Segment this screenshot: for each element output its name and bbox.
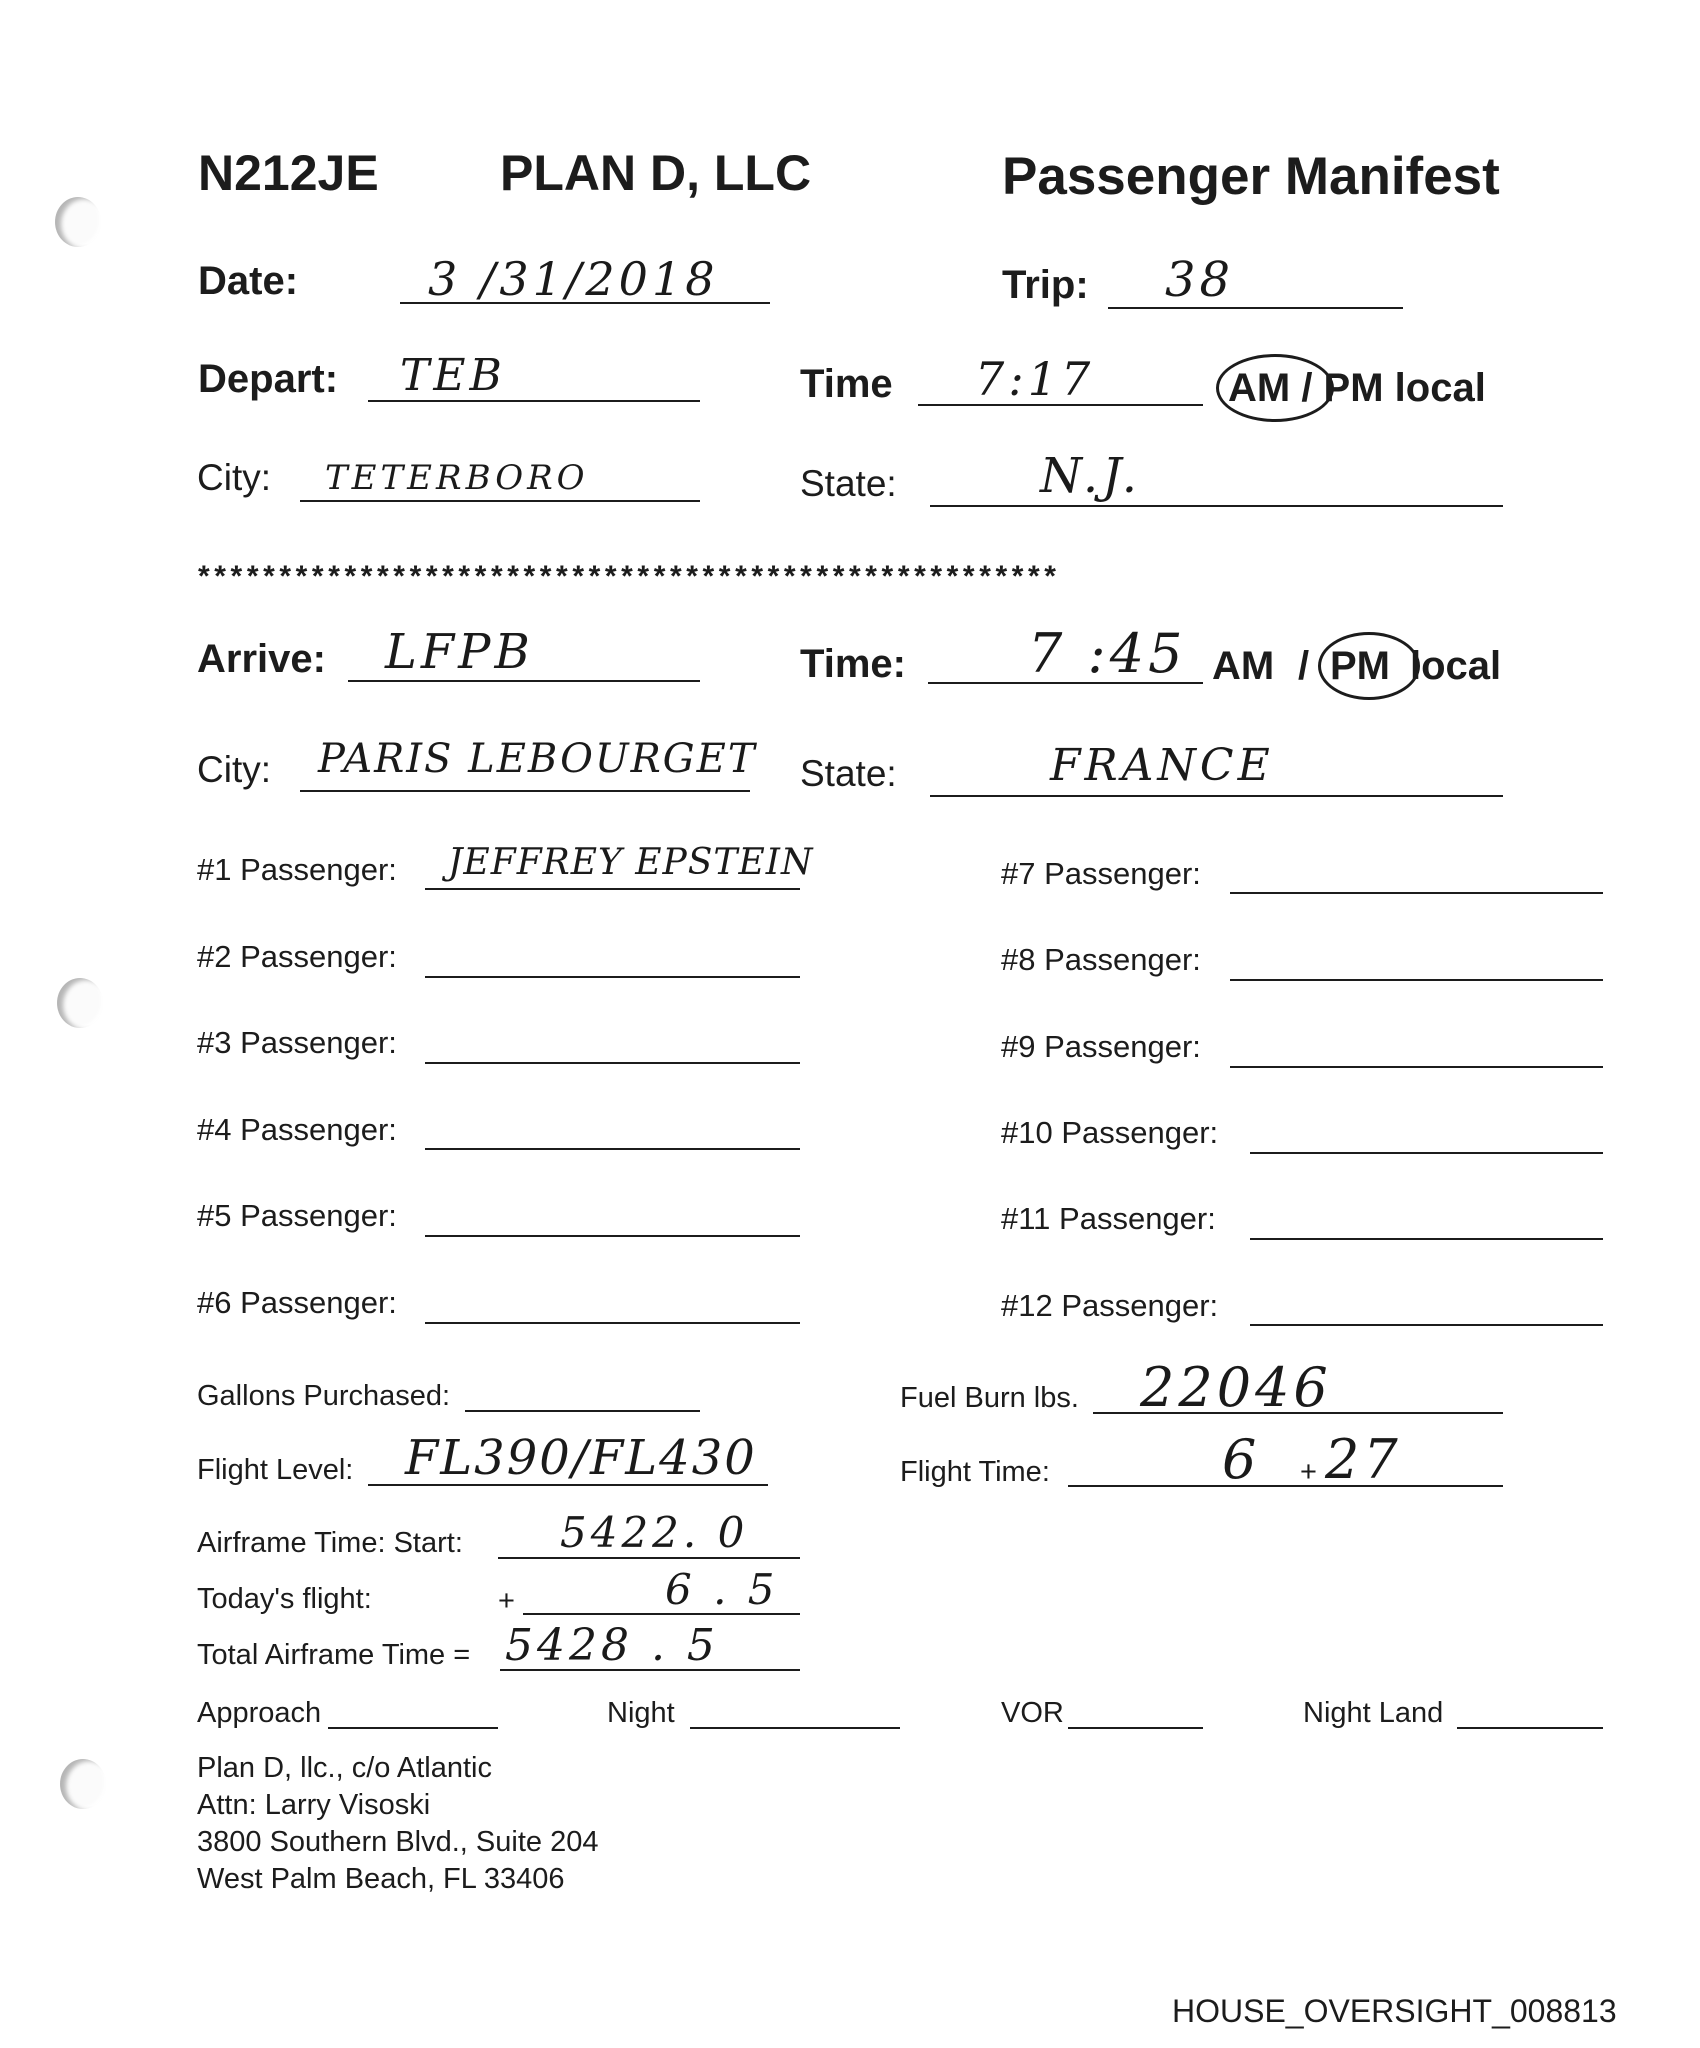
depart-value: TEB bbox=[400, 350, 506, 401]
passenger-9-label: #9 Passenger: bbox=[1001, 1029, 1201, 1064]
total-airframe-value: 5428 . 5 bbox=[505, 1620, 719, 1671]
address-line-4: West Palm Beach, FL 33406 bbox=[197, 1863, 565, 1895]
passenger-10-label: #10 Passenger: bbox=[1001, 1115, 1219, 1150]
passenger-5-label: #5 Passenger: bbox=[197, 1198, 397, 1233]
flight-time-minutes: 27 bbox=[1325, 1428, 1402, 1491]
date-label: Date: bbox=[198, 259, 299, 303]
passenger-7-label: #7 Passenger: bbox=[1001, 856, 1201, 891]
passenger-3-line bbox=[425, 1062, 800, 1064]
depart-ampm: AM / PM local bbox=[1228, 366, 1486, 410]
flight-time-hours: 6 bbox=[1222, 1428, 1261, 1491]
arrive-line bbox=[348, 680, 700, 682]
gallons-purchased-line bbox=[465, 1410, 700, 1412]
passenger-8-line bbox=[1230, 979, 1603, 981]
company-name: PLAN D, LLC bbox=[500, 145, 812, 201]
page-title: Passenger Manifest bbox=[1002, 147, 1500, 206]
todays-flight-label: Today's flight: bbox=[197, 1583, 372, 1615]
arrive-am: AM bbox=[1212, 644, 1275, 688]
passenger-4-line bbox=[425, 1148, 800, 1150]
depart-state-line bbox=[930, 505, 1503, 507]
trip-line bbox=[1108, 307, 1403, 309]
arrive-slash: / bbox=[1298, 644, 1310, 688]
arrive-city-line bbox=[300, 790, 750, 792]
night-land-label: Night Land bbox=[1303, 1697, 1444, 1729]
flight-time-line bbox=[1068, 1485, 1503, 1487]
todays-flight-value: 6 . 5 bbox=[665, 1565, 779, 1614]
depart-city-line bbox=[300, 500, 700, 502]
depart-am-circle bbox=[1216, 354, 1334, 422]
flight-time-plus: + bbox=[1300, 1456, 1317, 1488]
depart-city-label: City: bbox=[197, 457, 271, 498]
passenger-12-line bbox=[1250, 1324, 1603, 1326]
passenger-2-line bbox=[425, 976, 800, 978]
passenger-9-line bbox=[1230, 1066, 1603, 1068]
passenger-12-label: #12 Passenger: bbox=[1001, 1288, 1219, 1323]
passenger-8-label: #8 Passenger: bbox=[1001, 942, 1201, 977]
date-value: 3 /31/2018 bbox=[428, 252, 719, 306]
fuel-burn-value: 22046 bbox=[1140, 1356, 1332, 1419]
arrive-pm-circle bbox=[1318, 632, 1420, 700]
night-land-line bbox=[1457, 1727, 1603, 1729]
depart-state-label: State: bbox=[800, 463, 897, 504]
night-label: Night bbox=[607, 1697, 675, 1729]
passenger-1-label: #1 Passenger: bbox=[197, 852, 397, 887]
passenger-6-line bbox=[425, 1322, 800, 1324]
passenger-11-line bbox=[1250, 1238, 1603, 1240]
arrive-time-value: 7 :45 bbox=[1028, 622, 1187, 685]
arrive-time-label: Time: bbox=[800, 642, 906, 686]
flight-level-value: FL390/FL430 bbox=[405, 1430, 757, 1486]
arrive-city-value: PARIS LEBOURGET bbox=[318, 736, 757, 782]
separator-asterisks: ***************************************************** bbox=[198, 560, 1061, 593]
passenger-3-label: #3 Passenger: bbox=[197, 1025, 397, 1060]
address-line-1: Plan D, llc., c/o Atlantic bbox=[197, 1752, 492, 1784]
arrive-state-label: State: bbox=[800, 753, 897, 794]
depart-time-label: Time bbox=[800, 362, 893, 406]
airframe-start-value: 5422. 0 bbox=[560, 1508, 749, 1557]
arrive-state-line bbox=[930, 795, 1503, 797]
flight-time-label: Flight Time: bbox=[900, 1456, 1050, 1488]
depart-label: Depart: bbox=[198, 357, 339, 401]
document-id: HOUSE_OVERSIGHT_008813 bbox=[1172, 1993, 1617, 2029]
passenger-6-label: #6 Passenger: bbox=[197, 1285, 397, 1320]
depart-time-value: 7:17 bbox=[975, 352, 1095, 406]
trip-value: 38 bbox=[1165, 252, 1235, 308]
passenger-1-value: JEFFREY EPSTEIN bbox=[448, 842, 814, 883]
arrive-state-value: FRANCE bbox=[1050, 740, 1274, 791]
vor-line bbox=[1068, 1727, 1203, 1729]
passenger-7-line bbox=[1230, 892, 1603, 894]
fuel-burn-label: Fuel Burn lbs. bbox=[900, 1382, 1079, 1414]
address-line-2: Attn: Larry Visoski bbox=[197, 1789, 431, 1821]
passenger-10-line bbox=[1250, 1152, 1603, 1154]
flight-level-label: Flight Level: bbox=[197, 1454, 354, 1486]
punch-hole-top bbox=[55, 197, 101, 247]
passenger-4-label: #4 Passenger: bbox=[197, 1112, 397, 1147]
trip-label: Trip: bbox=[1002, 263, 1089, 307]
arrive-city-label: City: bbox=[197, 749, 271, 790]
airframe-start-label: Airframe Time: Start: bbox=[197, 1527, 463, 1559]
todays-flight-plus: + bbox=[498, 1585, 515, 1617]
punch-hole-middle bbox=[57, 978, 103, 1028]
passenger-1-line bbox=[425, 888, 800, 890]
arrive-local: local bbox=[1410, 644, 1502, 688]
passenger-11-label: #11 Passenger: bbox=[1001, 1201, 1216, 1236]
vor-label: VOR bbox=[1001, 1697, 1064, 1729]
tail-number: N212JE bbox=[198, 145, 379, 201]
approach-line bbox=[328, 1727, 498, 1729]
depart-city-value: TETERBORO bbox=[325, 458, 589, 498]
arrive-value: LFPB bbox=[385, 624, 534, 680]
passenger-2-label: #2 Passenger: bbox=[197, 939, 397, 974]
depart-state-value: N.J. bbox=[1040, 448, 1141, 504]
total-airframe-label: Total Airframe Time = bbox=[197, 1639, 471, 1671]
punch-hole-bottom bbox=[60, 1759, 106, 1809]
arrive-pm: PM bbox=[1330, 644, 1390, 688]
airframe-start-line bbox=[498, 1557, 800, 1559]
gallons-purchased-label: Gallons Purchased: bbox=[197, 1380, 451, 1412]
passenger-5-line bbox=[425, 1235, 800, 1237]
address-line-3: 3800 Southern Blvd., Suite 204 bbox=[197, 1826, 599, 1858]
night-line bbox=[690, 1727, 900, 1729]
approach-label: Approach bbox=[197, 1697, 322, 1729]
arrive-label: Arrive: bbox=[197, 637, 326, 681]
